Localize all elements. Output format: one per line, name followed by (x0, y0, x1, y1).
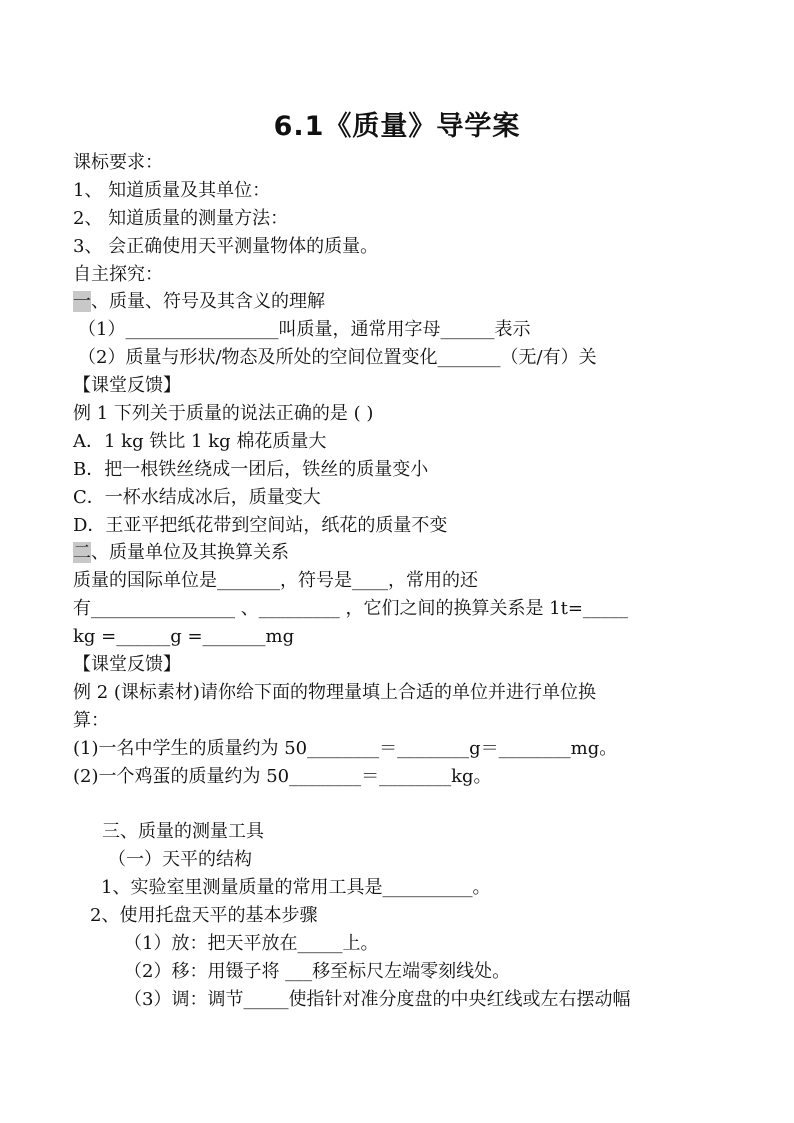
step-2: （2）移：用镊子将 ___移至标尺左端零刻线处。 (124, 961, 511, 982)
fill-line-tool: 1、实验室里测量质量的常用工具是__________。 (101, 877, 491, 898)
steps-heading: 2、使用托盘天平的基本步骤 (90, 905, 318, 926)
page-title: 6.1《质量》导学案 (273, 111, 521, 142)
example-2-question: 例 2 (课标素材)请你给下面的物理量填上合适的单位并进行单位换 (73, 682, 596, 703)
fill-line-2: （2）质量与形状/物态及所处的空间位置变化_______（无/有）关 (78, 347, 597, 368)
section-one-heading (73, 290, 325, 314)
highlight-two: 二 (73, 542, 91, 563)
unit-line-2: 有________________ 、_________ ，它们之间的换算关系是 1t=_____ (73, 598, 628, 619)
option-d: D．王亚平把纸花带到空间站，纸花的质量不变 (73, 515, 448, 536)
section-three-heading: 三、质量的测量工具 (102, 821, 264, 842)
section-heading-curriculum: 课标要求： (73, 152, 163, 173)
classroom-feedback-heading-2: 【课堂反馈】 (73, 654, 181, 675)
highlight-one: 一 (73, 291, 91, 312)
section-heading-self-study: 自主探究： (73, 264, 163, 285)
unit-line-1: 质量的国际单位是_______，符号是____，常用的还 (73, 570, 478, 591)
objective-2: 2、 知道质量的测量方法： (73, 208, 289, 229)
section-one-text: 、质量、符号及其含义的理解 (91, 291, 325, 312)
step-1: （1）放：把天平放在_____上。 (124, 933, 379, 954)
option-a: A．1 kg 铁比 1 kg 棉花质量大 (73, 431, 327, 452)
step-3: （3）调：调节_____使指针对准分度盘的中央红线或左右摆动幅 (124, 989, 631, 1010)
section-two-text: 、质量单位及其换算关系 (91, 542, 289, 563)
fill-line-1: （1）_________________叫质量，通常用字母______表示 (78, 319, 531, 340)
example-2-item-1: (1)一名中学生的质量约为 50________＝________g＝________mg。 (73, 738, 618, 759)
objective-3: 3、 会正确使用天平测量物体的质量。 (73, 236, 379, 257)
section-two-heading (73, 541, 289, 565)
subsection-balance-structure: （一）天平的结构 (108, 849, 252, 870)
option-b: B．把一根铁丝绕成一团后，铁丝的质量变小 (73, 459, 429, 480)
classroom-feedback-heading-1: 【课堂反馈】 (73, 375, 181, 396)
example-2-item-2: (2)一个鸡蛋的质量约为 50________＝________kg。 (73, 766, 492, 787)
unit-line-3: kg =______g =_______mg (73, 626, 295, 647)
objective-1: 1、 知道质量及其单位： (73, 180, 271, 201)
example-2-question-cont: 算： (73, 710, 109, 731)
option-c: C．一杯水结成冰后，质量变大 (73, 487, 321, 508)
example-1-question: 例 1 下列关于质量的说法正确的是 ( ) (73, 403, 374, 424)
